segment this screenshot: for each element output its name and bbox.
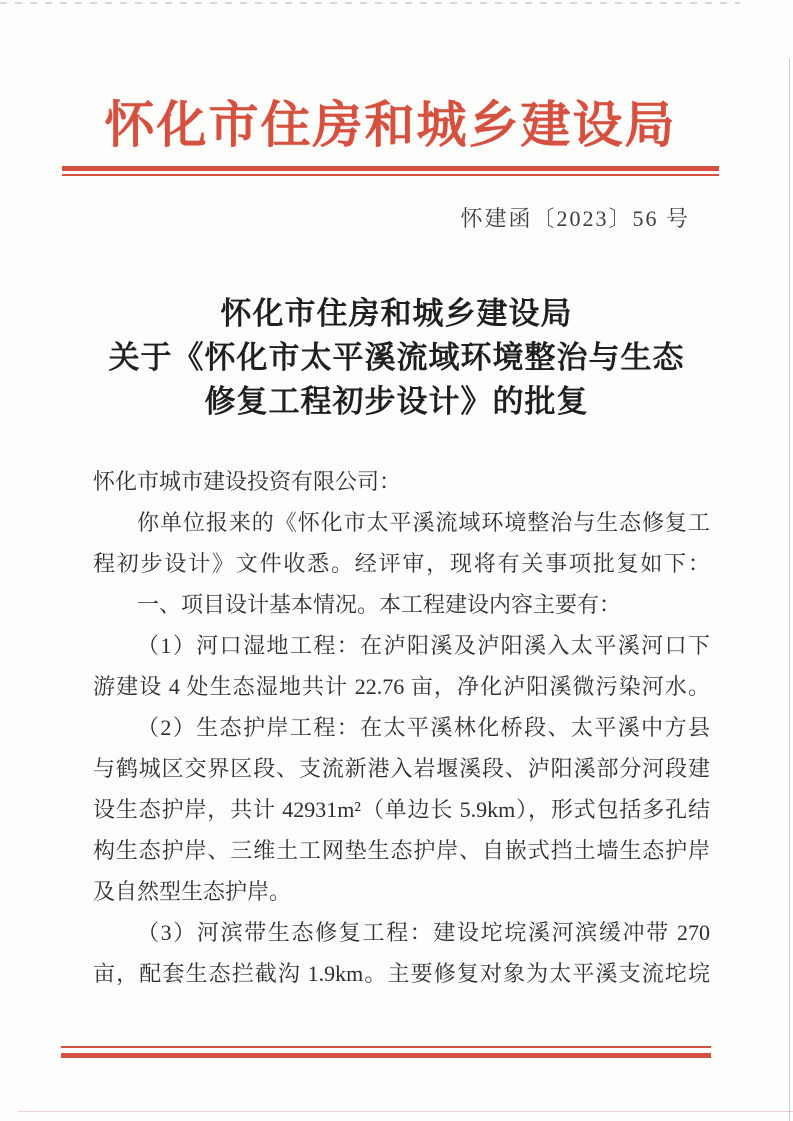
- body-line: （1）河口湿地工程：在泸阳溪及泸阳溪入太平溪河口下: [137, 633, 710, 658]
- title-line-1: 怀化市住房和城乡建设局: [220, 296, 573, 331]
- masthead-rule-thick: [62, 166, 719, 171]
- body-line: 一、项目设计基本情况。本工程建设内容主要有：: [137, 592, 622, 617]
- body-line: 亩，配套生态拦截沟 1.9km。主要修复对象为太平溪支流坨垸: [93, 961, 710, 986]
- scan-edge-bottom: [18, 1111, 793, 1112]
- body-line: 设生态护岸，共计 42931m²（单边长 5.9km），形式包括多孔结: [93, 797, 710, 822]
- footer-rule: [61, 1046, 711, 1058]
- body-line: （2）生态护岸工程：在太平溪林化桥段、太平溪中方县: [137, 715, 710, 740]
- masthead-rule-thin: [62, 174, 719, 176]
- body-line: 你单位报来的《怀化市太平溪流域环境整治与生态修复工: [137, 510, 710, 535]
- body-line: 与鹤城区交界区段、支流新港入岩堰溪段、泸阳溪部分河段建: [93, 756, 710, 781]
- document-body: [93, 461, 710, 994]
- agency-masthead: 怀化市住房和城乡建设局: [104, 97, 677, 153]
- footer-rule-thick: [61, 1053, 711, 1058]
- title-line-2: 关于《怀化市太平溪流域环境整治与生态: [108, 340, 685, 375]
- body-line: 及自然型生态护岸。: [93, 879, 292, 904]
- salutation: 怀化市城市建设投资有限公司：: [93, 469, 402, 494]
- scan-edge-right: [789, 58, 790, 1121]
- body-line: 程初步设计》文件收悉。经评审，现将有关事项批复如下：: [93, 551, 710, 576]
- footer-rule-thin: [61, 1046, 711, 1048]
- masthead-rule: [62, 166, 719, 176]
- scan-edge-top: [0, 2, 740, 4]
- body-line: 游建设 4 处生态湿地共计 22.76 亩，净化泸阳溪微污染河水。: [93, 674, 710, 699]
- title-line-3: 修复工程初步设计》的批复: [204, 384, 589, 419]
- body-line: 构生态护岸、三维土工网垫生态护岸、自嵌式挡土墙生态护岸: [93, 838, 710, 863]
- document-title: [0, 292, 793, 424]
- body-line: （3）河滨带生态修复工程：建设坨垸溪河滨缓冲带 270: [137, 920, 710, 945]
- document-number: 怀建函〔2023〕56 号: [460, 206, 690, 231]
